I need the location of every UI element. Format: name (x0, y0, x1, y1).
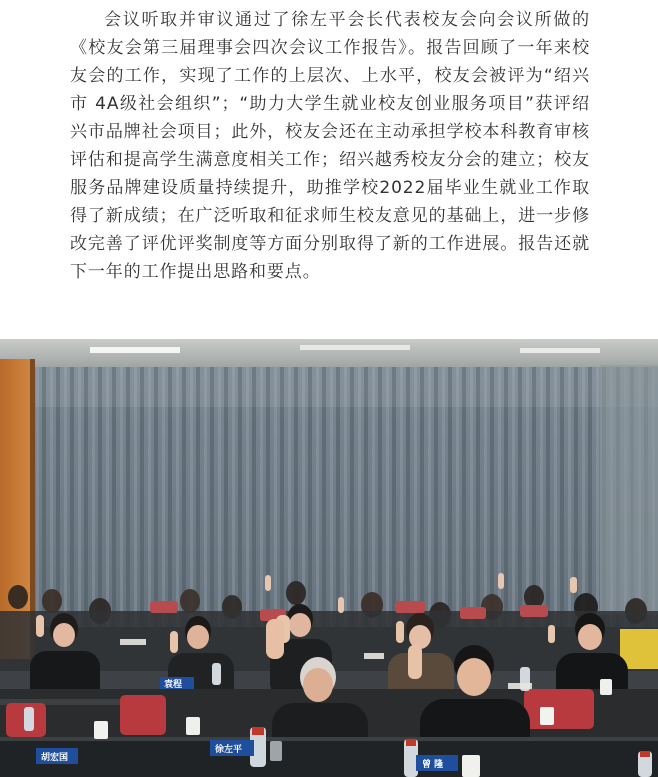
name-card-right: 曾 隆 (422, 760, 444, 770)
report-paragraph: 会议听取并审议通过了徐左平会长代表校友会向会议所做的《校友会第三届理事会四次会议工作报告》。报告回顾了一年来校友会的工作，实现了工作的上层次、上水平，校友会被评为“绍兴市 4A级社会组织”；“助力大学生就业校友创业服务项目”获评绍兴市品牌社会项目；此外，校友会还在主动承担学校本科教育审核评估和提高学生满意度相关工作；绍兴越秀校友分会的建立；校友服务品牌建设质量持续提升，助推学校2022届毕业生就业工作取得了新成绩；在广泛听取和征求师生校友意见的基础上，进一步修改完善了评优评奖制度等方面分别取得了新的工作进展。报告还就下一年的工作提出思路和要点。 (70, 10, 590, 282)
article-body (70, 0, 590, 286)
name-card-mid: 袁程 (164, 680, 183, 690)
name-card-center: 徐左平 (215, 745, 243, 755)
name-card-left: 胡宏国 (41, 753, 69, 763)
meeting-photo (0, 339, 658, 777)
